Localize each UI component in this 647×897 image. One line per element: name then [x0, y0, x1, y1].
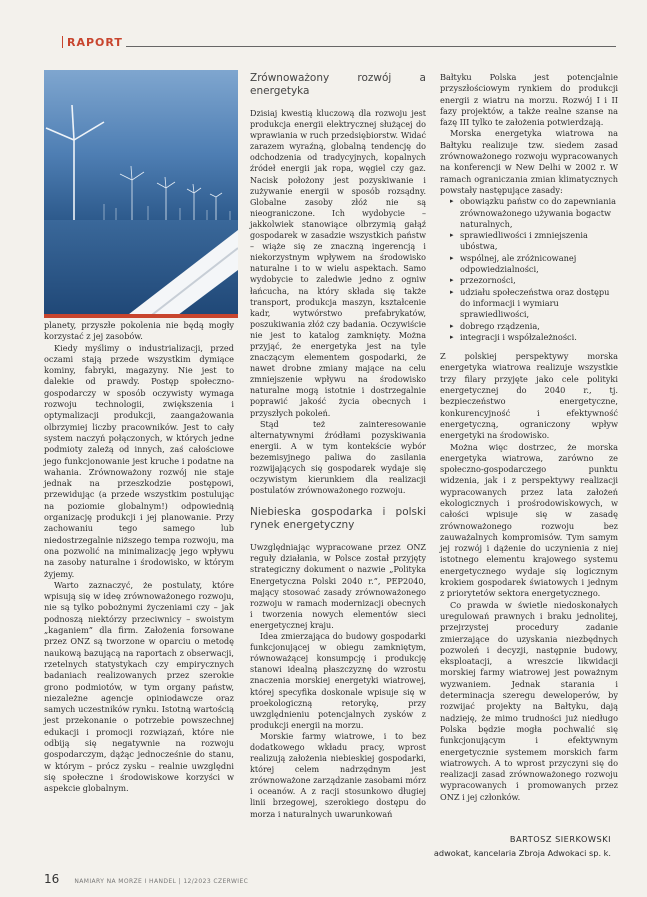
- section-heading: Niebieska gospodarka i polski rynek energetyczny: [250, 506, 426, 532]
- paragraph: Bałtyku Polska jest potencjalnie przyszłościowym rynkiem do produkcji energii z wiatru na morzu. Rozwój I i II fazy projektów, a także realne szanse na fazę III tylko te założenia potwierdzają.: [440, 72, 618, 128]
- paragraph: Idea zmierzająca do budowy gospodarki funkcjonującej w obiegu zamkniętym, równoważącej konsumpcję i produkcję stanowi idealną płaszczyznę do wzrostu znaczenia morskiej energetyki wiatrowej, której specyfika doskonale wpisuje się w proekologiczną retorykę, przy uwzględnieniu potencjalnych zysków z produkcji energii na morzu.: [250, 632, 426, 730]
- author-signature: [434, 832, 611, 860]
- page-footer: [44, 868, 248, 887]
- paragraph: Morska energetyka wiatrowa na Bałtyku realizuje tzw. siedem zasad zrównoważonego rozwoju wypracowanych na konferencji w New Delhi w 2002 r. W ramach ograniczania zmian klimatycznych powstały następujące zasady:: [440, 128, 618, 195]
- wind-farm-photo: [44, 70, 238, 318]
- list-item: ▸ integracji i współzależności.: [450, 332, 618, 343]
- publication-name: NAMIARY NA MORZE I HANDEL | 12/2023 CZERWIEC: [74, 878, 249, 885]
- principles-list: [440, 196, 618, 343]
- column-3: [440, 72, 618, 803]
- author-name: BARTOSZ SIERKOWSKI: [509, 834, 611, 844]
- author-role: adwokat, kancelaria Zbroja Adwokaci sp. k.: [433, 848, 611, 858]
- paragraph: Morskie farmy wiatrowe, i to bez dodatkowego wkładu pracy, wprost realizują założenia niebieskiej gospodarki, której celem nadrzędnym jest zrównoważone zarządzanie zasobami mórz i oceanów. A z racji stosunkowo długiej linii brzegowej, szerokiego dostępu do morza i naturalnych uwarunkowań: [250, 731, 426, 819]
- paragraph: Co prawda w świetle niedoskonałych uregulowań prawnych i braku jednolitej, przejrzystej procedury zadanie zmierzające do uzyskania niezbędnych pozwoleń i decyzji, następnie budowy, eksploatacji, a wreszcie likwidacji morskiej farmy wiatrowej jest poważnym wyzwaniem. Jednak starania i determinacja szeregu deweloperów, by rozwijać projekty na Bałtyku, dają nadzieję, że mimo trudności już niedługo Polska będzie mogła pochwalić się funkcjonującym i efektywnym energetycznie systemem morskich farm wiatrowych. A to wprost przyczyni się do realizacji zasad zrównoważonego rozwoju wypracowanych i promowanych przez ONZ i jej członków.: [440, 599, 618, 802]
- list-item: ▸ obowiązku państw co do zapewniania zrównoważonego używania bogactw naturalnych,: [450, 196, 618, 230]
- list-item: ▸ sprawiedliwości i zmniejszenia ubóstwa,: [450, 230, 618, 253]
- list-item: ▸ przezorności,: [450, 275, 618, 286]
- header-rule: [126, 46, 616, 47]
- paragraph: Z polskiej perspektywy morska energetyka wiatrowa realizuje wszystkie trzy filary przyjęte jako cele polityki energetycznej do 2040 r., tj. bezpieczeństwo energetyczne, konkurencyjność i efektywność energetyczną, ograniczony wpływ energetyki na środowisko.: [440, 351, 618, 441]
- paragraph: Stąd też zainteresowanie alternatywnymi źródłami pozyskiwania energii. A w tym kontekście wybór bezemisyjnego paliwa do zasilania rozwijających się gospodarek wydaje się oczywistym kierunkiem dla realizacji postulatów zrównoważonego rozwoju.: [250, 419, 426, 496]
- list-item: ▸ wspólnej, ale zróżnicowanej odpowiedzialności,: [450, 253, 618, 276]
- list-item: ▸ udziału społeczeństwa oraz dostępu do informacji i wymiaru sprawiedliwości,: [450, 287, 618, 321]
- column-2: [250, 72, 426, 820]
- paragraph: Dzisiaj kwestią kluczową dla rozwoju jest produkcja energii elektrycznej służącej do wprawiania w ruch przedsiębiorstw. Widać zarazem wyraźną, globalną tendencję do odchodzenia od tradycyjnych, kopalnych źródeł energii jak ropa, węgiel czy gaz. Nacisk położony jest pozyskiwanie i zużywanie energii w sposób rozsądny. Globalne zasoby złóż nie są nieograniczone. Ich wydobycie – jakkolwiek stanowiące olbrzymią gałąź gospodarek w zasadzie wszystkich państw – wiąże się ze znaczną ingerencją i niekorzystnym wpływem na środowisko naturalne i to w wielu aspektach. Samo wydobycie to zaledwie jedno z ogniw łańcucha, na który składa się także transport, produkcja maszyn, kształcenie kadr, wytwórstwo prefabrykatów, poszukiwania złóż czy badania. Oczywiście nie jest to katalog zamknięty. Można przyjąć, że energetyka jest na tyle znaczącym elementem gospodarki, że nawet drobne zmiany mające na celu zmniejszenie wpływu na środowisko naturalne mogą istotnie i dostrzegalnie poprawić jakość życia obecnych i przyszłych pokoleń.: [250, 109, 426, 418]
- section-heading: Zrównoważony rozwój a energetyka: [250, 72, 426, 97]
- paragraph: planety, przyszłe pokolenia nie będą mogły korzystać z jej zasobów.: [44, 320, 234, 342]
- paragraph: Uwzględniając wypracowane przez ONZ reguły działania, w Polsce został przyjęty strategiczny dokument o nazwie „Polityka Energetyczna Polski 2040 r.”, PEP2040, mający stosować zasady zrównoważonego rozwoju w ramach modernizacji obecnych i tworzenia nowych elementów sieci energetycznej kraju.: [250, 543, 426, 630]
- list-item: ▸ dobrego rządzenia,: [450, 321, 618, 332]
- paragraph: Można więc dostrzec, że morska energetyka wiatrowa, zarówno ze społeczno-gospodarczego punktu widzenia, jak i z perspektywy realizacji wypracowanych przez lata założeń ekologicznych i prośrodowiskowych, w całości wpisuje się w zasadę zrównoważonego rozwoju bez zauważalnych kompromisów. Tym samym jej rozwój i dążenie do uczynienia z niej istotnego elementu krajowego systemu energetycznego wydaje się logicznym krokiem gospodarek światowych i jednym z priorytetów sektora energetycznego.: [440, 441, 618, 599]
- column-1: [44, 320, 234, 794]
- page-number: 16: [44, 872, 60, 886]
- paragraph: Warto zaznaczyć, że postulaty, które wpisują się w ideę zrównoważonego rozwoju, nie są tylko pobożnymi życzeniami czy – jak podnoszą niektórzy przeciwnicy – swoistym „kaganiem” dla firm. Założenia forsowane przez ONZ są tworzone w oparciu o metodę naukową bazującą na raportach z obserwacji, rzetelnych statystykach czy empirycznych badaniach realizowanych przez szerokie grono podmiotów, w tym organy państw, niezależne agencje opiniodawcze oraz samych uczestników rynku. Istotną wartością jest przekonanie o potrzebie powszechnej edukacji i promocji rozwiązań, które nie odbiją się negatywnie na rozwoju gospodarczym, dążąc jednocześnie do stanu, w którym – prócz zysku – realnie uwzględni się społeczne i środowiskowe korzyści w aspekcie globalnym.: [44, 579, 234, 794]
- paragraph: Kiedy myślimy o industrializacji, przed oczami stają przede wszystkim dymiące kominy, fabryki, magazyny. Nie jest to dalekie od prawdy. Postęp społeczno-gospodarczy w sposób oczywisty wymaga rozwoju technologii, zwiększenia i optymalizacji produkcji, zaangażowania olbrzymiej liczby pracowników. Jest to cały system naczyń połączonych, w których jedne podmioty zależą od innych, zaś całościowe jego funkcjonowanie jest kruche i podatne na wahania. Zrównoważony rozwój nie staje jednak na przeszkodzie postępowi, przewidując (a przede wszystkim postulując na poziomie globalnym!) odpowiednią organizację produkcji i jej planowanie. Przy zachowaniu tego samego lub niedostrzegalnie niższego tempa rozwoju, ma ona pozwolić na minimalizację jego wpływu na zasoby naturalne i środowisko, w którym żyjemy.: [44, 342, 234, 579]
- section-label: RAPORT: [62, 36, 123, 49]
